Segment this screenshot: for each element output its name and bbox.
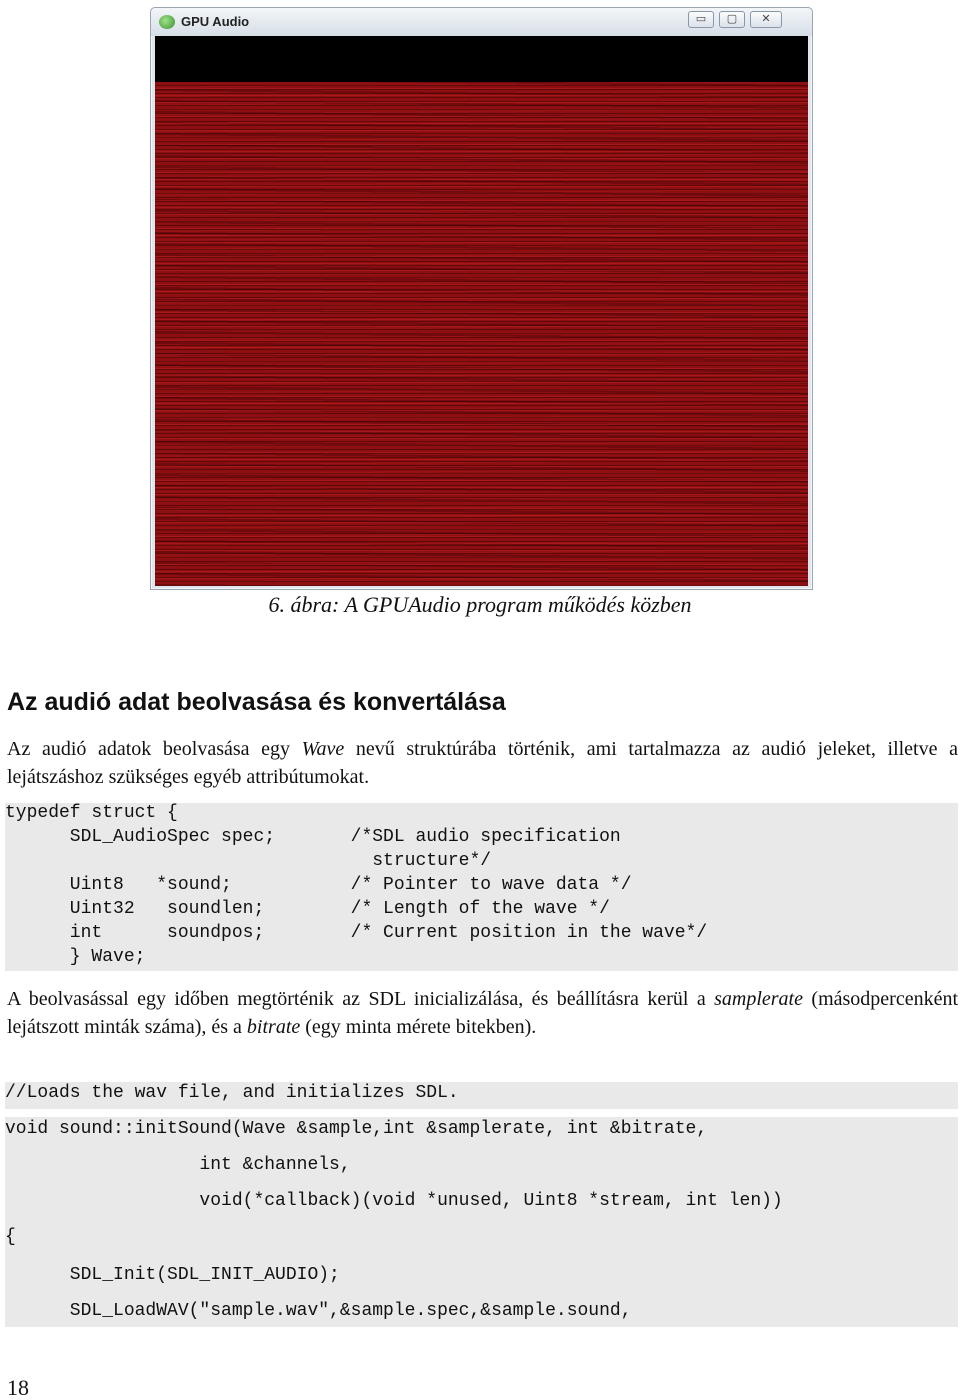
para2-italic-samplerate: samplerate: [714, 988, 803, 1010]
minimize-button[interactable]: ▭: [688, 11, 714, 28]
para1-text-before: Az audió adatok beolvasása egy: [7, 738, 302, 760]
code-line: int &channels,: [5, 1155, 351, 1175]
render-viewport: [155, 36, 808, 586]
para2-text-2: (másodpercenként lejátszott minták száma), és a: [7, 988, 959, 1038]
close-button[interactable]: ✕: [750, 11, 782, 28]
code-line: int soundpos; /* Current position in the wave*/: [5, 923, 708, 943]
app-window: [150, 7, 813, 590]
para2-text-1: A beolvasással egy időben megtörténik az SDL inicializálása, és beállításra kerül a: [7, 988, 715, 1010]
page-number: 18: [7, 1375, 29, 1400]
code-block-comment: [5, 1082, 958, 1109]
audio-visualization: [155, 82, 808, 586]
code-line: SDL_AudioSpec spec; /*SDL audio specification: [5, 827, 621, 847]
section-heading: Az audió adat beolvasása és konvertálása: [7, 688, 506, 716]
maximize-button[interactable]: ▢: [719, 11, 745, 28]
window-titlebar[interactable]: [151, 8, 812, 36]
code-line: Uint8 *sound; /* Pointer to wave data */: [5, 875, 632, 895]
para2-italic-bitrate: bitrate: [246, 1016, 301, 1038]
code-block-initsound: [5, 1117, 958, 1327]
code-block-struct: [5, 803, 958, 971]
code-line: void(*callback)(void *unused, Uint8 *stream, int len)): [5, 1191, 783, 1211]
code-line: void sound::initSound(Wave &sample,int &samplerate, int &bitrate,: [5, 1119, 708, 1139]
code-line: {: [5, 1227, 16, 1247]
paragraph-init: [7, 985, 958, 1041]
para2-text-3: (egy minta mérete bitekben).: [300, 1016, 537, 1038]
para1-italic-wave: Wave: [301, 738, 345, 760]
app-icon: [159, 15, 175, 29]
code-line: typedef struct {: [5, 803, 178, 823]
para1-text-after: nevű struktúrába történik, ami tartalmazza az audió jeleket, illetve a lejátszáshoz szükséges egyéb attribútumokat.: [7, 738, 958, 788]
paragraph-intro: [7, 735, 958, 791]
code-line: structure*/: [5, 851, 492, 871]
code-line: } Wave;: [5, 947, 146, 967]
code-line: SDL_Init(SDL_INIT_AUDIO);: [5, 1265, 340, 1285]
window-title: GPU Audio: [181, 14, 250, 29]
code-line: SDL_LoadWAV("sample.wav",&sample.spec,&sample.sound,: [5, 1301, 632, 1321]
code-line: Uint32 soundlen; /* Length of the wave */: [5, 899, 610, 919]
figure-caption: 6. ábra: A GPUAudio program működés közben: [268, 592, 692, 617]
code-line: //Loads the wav file, and initializes SDL.: [5, 1083, 459, 1103]
